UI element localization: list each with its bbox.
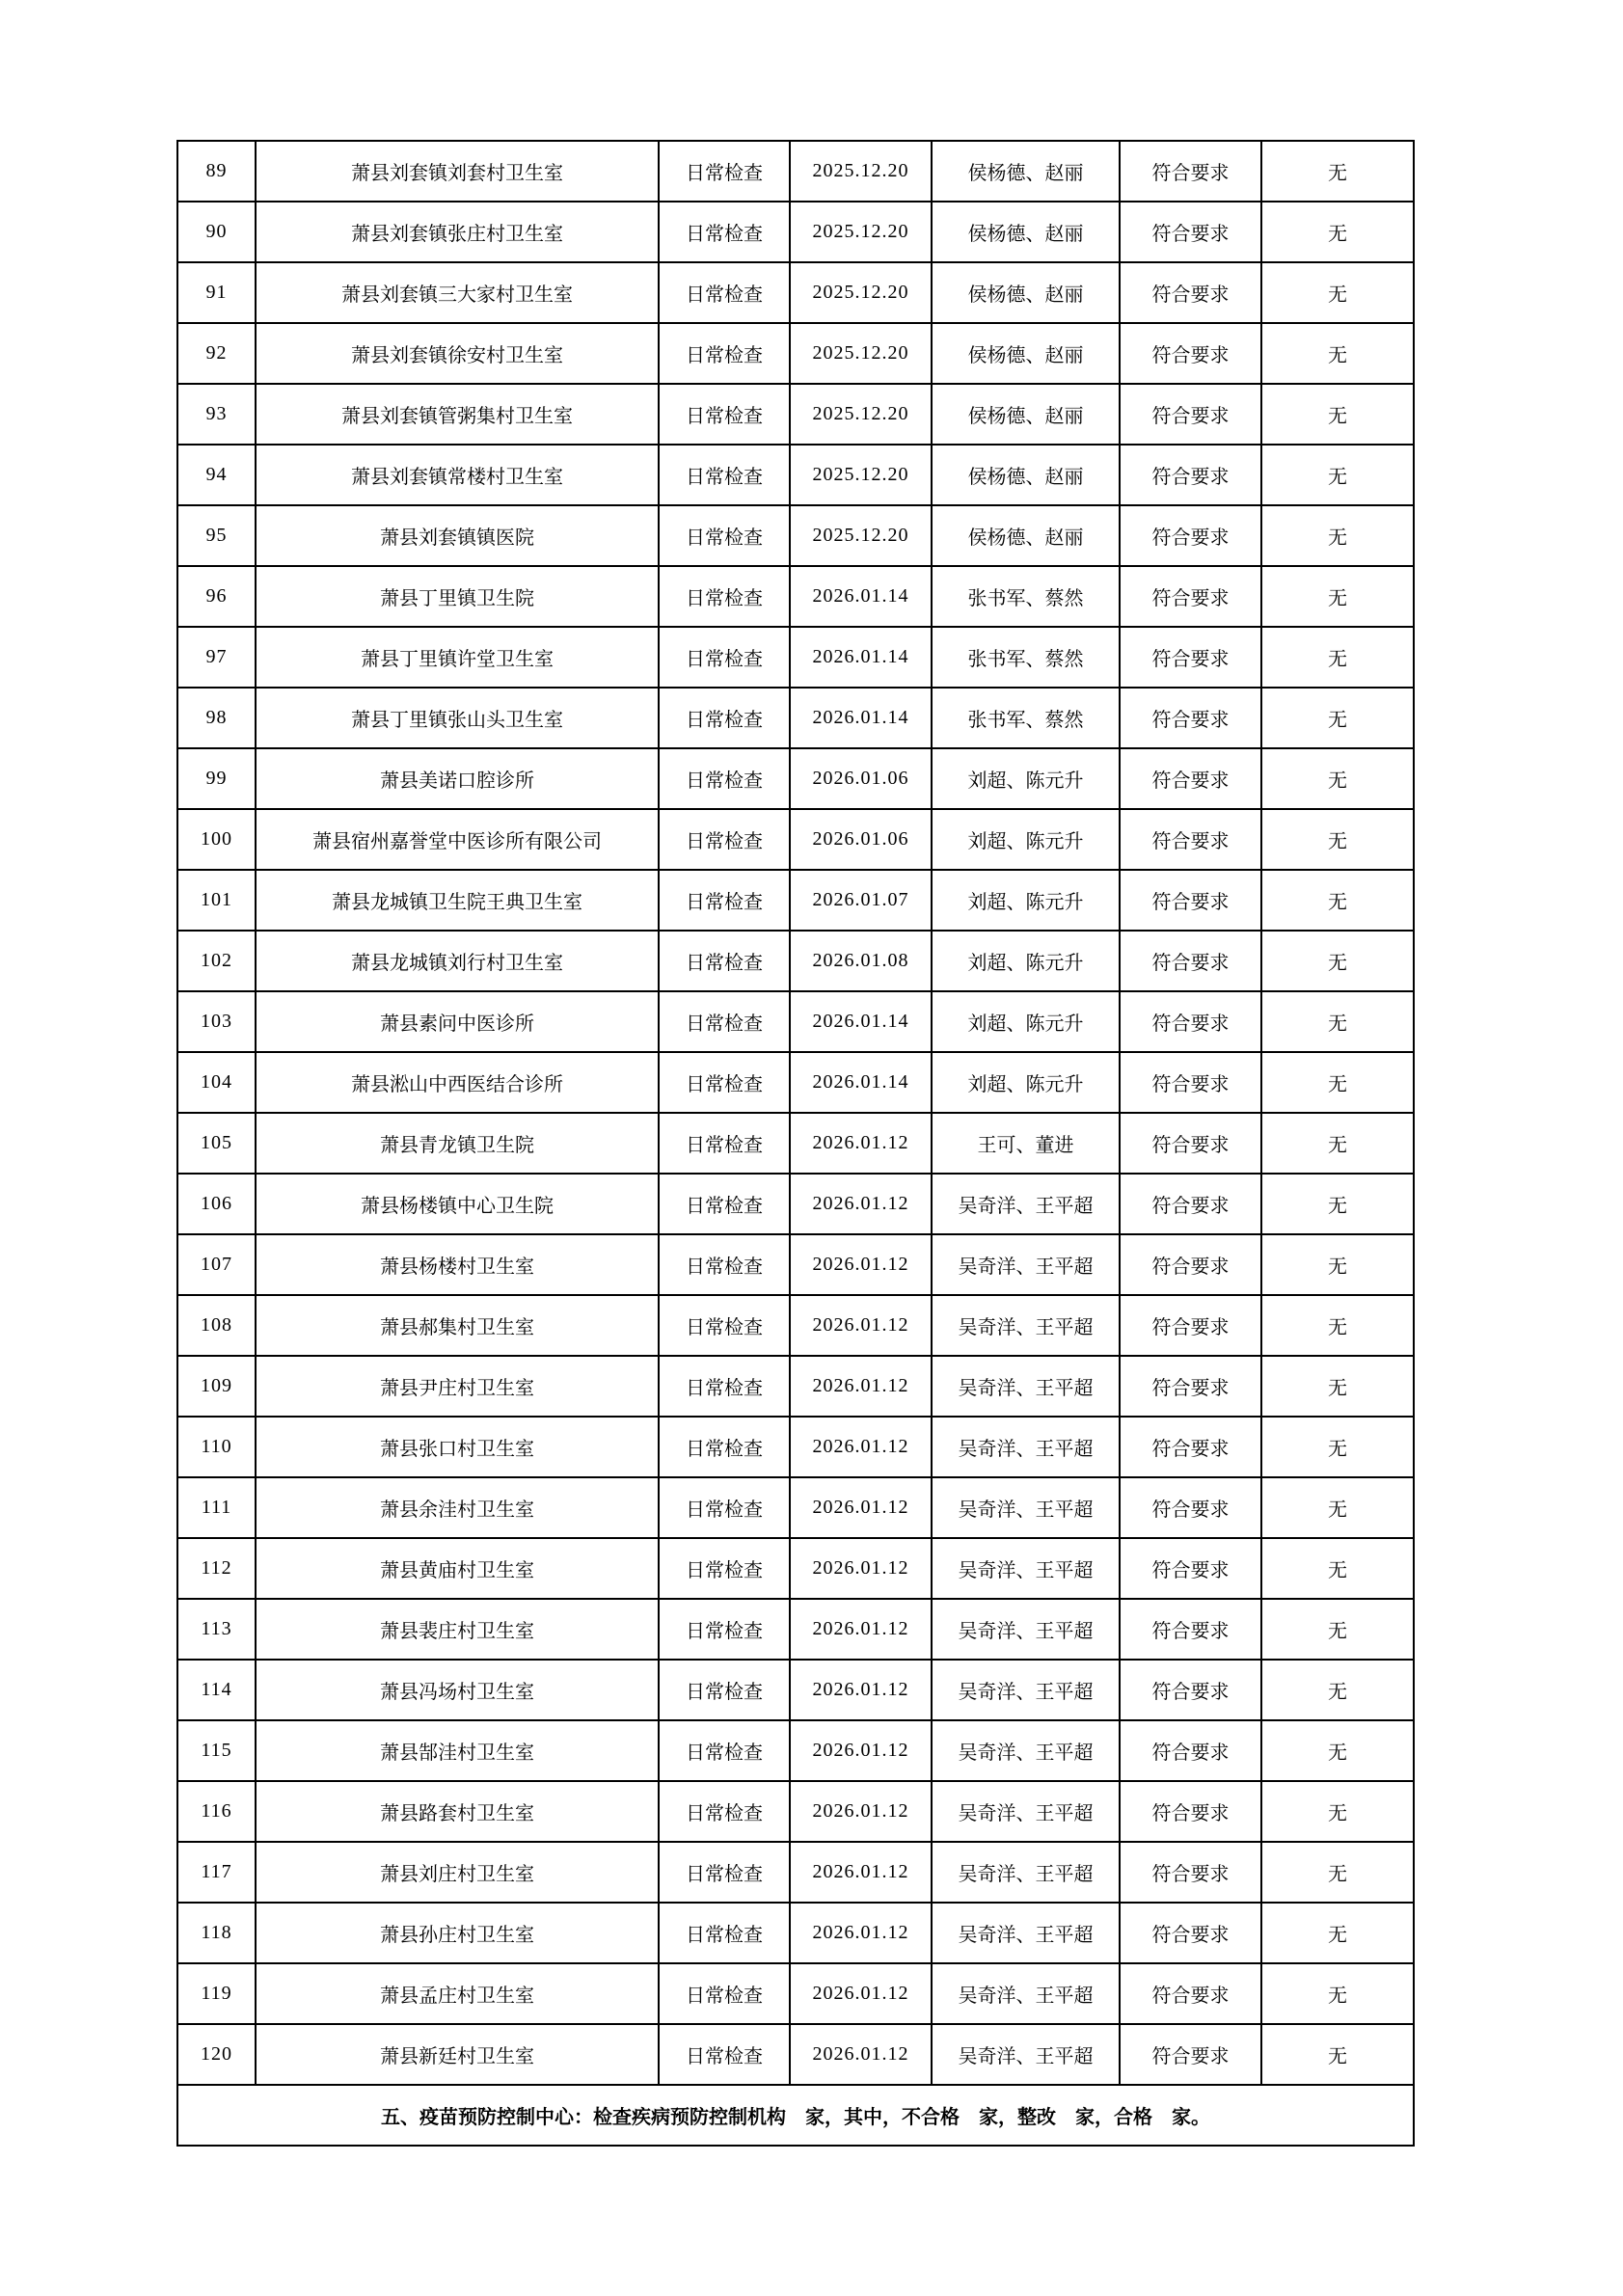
remark-cell: 无 [1261,627,1414,688]
row-number-cell: 119 [177,1963,256,2024]
remark-cell: 无 [1261,1174,1414,1234]
row-number-cell: 92 [177,323,256,384]
facility-name-cell: 萧县孟庄村卫生室 [256,1963,659,2024]
table-row [177,1234,1414,1295]
row-number-cell: 97 [177,627,256,688]
row-number-cell: 94 [177,445,256,505]
row-number-cell: 89 [177,141,256,202]
table-row [177,2024,1414,2085]
remark-cell: 无 [1261,566,1414,627]
table-row [177,1903,1414,1963]
remark-cell: 无 [1261,1417,1414,1477]
result-cell: 符合要求 [1120,1538,1261,1599]
table-row [177,566,1414,627]
table-row [177,1781,1414,1842]
result-cell: 符合要求 [1120,566,1261,627]
facility-name-cell: 萧县宿州嘉誉堂中医诊所有限公司 [256,809,659,870]
check-date-cell: 2025.12.20 [790,262,932,323]
inspectors-cell: 吴奇洋、王平超 [932,1174,1120,1234]
inspectors-cell: 侯杨德、赵丽 [932,262,1120,323]
inspectors-cell: 刘超、陈元升 [932,870,1120,931]
check-type-cell: 日常检查 [659,1113,790,1174]
row-number-cell: 103 [177,991,256,1052]
row-number-cell: 96 [177,566,256,627]
facility-name-cell: 萧县新廷村卫生室 [256,2024,659,2085]
check-type-cell: 日常检查 [659,1174,790,1234]
facility-name-cell: 萧县青龙镇卫生院 [256,1113,659,1174]
inspectors-cell: 吴奇洋、王平超 [932,1660,1120,1720]
facility-name-cell: 萧县龙城镇刘行村卫生室 [256,931,659,991]
check-date-cell: 2026.01.12 [790,1720,932,1781]
check-type-cell: 日常检查 [659,1963,790,2024]
result-cell: 符合要求 [1120,748,1261,809]
result-cell: 符合要求 [1120,1174,1261,1234]
inspectors-cell: 吴奇洋、王平超 [932,1538,1120,1599]
table-row [177,991,1414,1052]
table-row [177,202,1414,262]
inspectors-cell: 吴奇洋、王平超 [932,2024,1120,2085]
check-date-cell: 2026.01.12 [790,1842,932,1903]
check-type-cell: 日常检查 [659,445,790,505]
facility-name-cell: 萧县余洼村卫生室 [256,1477,659,1538]
check-type-cell: 日常检查 [659,870,790,931]
result-cell: 符合要求 [1120,1660,1261,1720]
table-row [177,1295,1414,1356]
facility-name-cell: 萧县郜洼村卫生室 [256,1720,659,1781]
inspectors-cell: 刘超、陈元升 [932,809,1120,870]
remark-cell: 无 [1261,1295,1414,1356]
row-number-cell: 99 [177,748,256,809]
facility-name-cell: 萧县刘套镇常楼村卫生室 [256,445,659,505]
result-cell: 符合要求 [1120,688,1261,748]
remark-cell: 无 [1261,1903,1414,1963]
table-row [177,1113,1414,1174]
inspection-table [176,140,1415,2147]
inspectors-cell: 吴奇洋、王平超 [932,1781,1120,1842]
check-type-cell: 日常检查 [659,1599,790,1660]
result-cell: 符合要求 [1120,1234,1261,1295]
inspectors-cell: 吴奇洋、王平超 [932,1720,1120,1781]
remark-cell: 无 [1261,1477,1414,1538]
table-row [177,141,1414,202]
inspectors-cell: 吴奇洋、王平超 [932,1234,1120,1295]
table-row [177,445,1414,505]
table-row [177,384,1414,445]
check-date-cell: 2026.01.06 [790,748,932,809]
row-number-cell: 90 [177,202,256,262]
result-cell: 符合要求 [1120,384,1261,445]
check-date-cell: 2026.01.12 [790,1538,932,1599]
result-cell: 符合要求 [1120,1477,1261,1538]
table-row [177,1599,1414,1660]
result-cell: 符合要求 [1120,991,1261,1052]
check-type-cell: 日常检查 [659,748,790,809]
inspectors-cell: 吴奇洋、王平超 [932,1842,1120,1903]
facility-name-cell: 萧县刘套镇徐安村卫生室 [256,323,659,384]
remark-cell: 无 [1261,1052,1414,1113]
row-number-cell: 114 [177,1660,256,1720]
section-note: 五、疫苗预防控制中心：检查疾病预防控制机构 家，其中，不合格 家，整改 家，合格 家。 [177,2085,1414,2146]
result-cell: 符合要求 [1120,1599,1261,1660]
check-type-cell: 日常检查 [659,1234,790,1295]
remark-cell: 无 [1261,809,1414,870]
facility-name-cell: 萧县刘套镇管粥集村卫生室 [256,384,659,445]
facility-name-cell: 萧县刘套镇镇医院 [256,505,659,566]
facility-name-cell: 萧县美诺口腔诊所 [256,748,659,809]
remark-cell: 无 [1261,1113,1414,1174]
row-number-cell: 112 [177,1538,256,1599]
result-cell: 符合要求 [1120,1113,1261,1174]
check-date-cell: 2026.01.12 [790,1903,932,1963]
check-type-cell: 日常检查 [659,2024,790,2085]
check-date-cell: 2026.01.14 [790,688,932,748]
remark-cell: 无 [1261,1720,1414,1781]
table-body [177,141,1414,2085]
table-row [177,1842,1414,1903]
row-number-cell: 108 [177,1295,256,1356]
check-type-cell: 日常检查 [659,991,790,1052]
table-row [177,1174,1414,1234]
facility-name-cell: 萧县张口村卫生室 [256,1417,659,1477]
table-row [177,1477,1414,1538]
check-date-cell: 2026.01.12 [790,1963,932,2024]
facility-name-cell: 萧县郝集村卫生室 [256,1295,659,1356]
remark-cell: 无 [1261,262,1414,323]
result-cell: 符合要求 [1120,505,1261,566]
table-row [177,627,1414,688]
inspectors-cell: 侯杨德、赵丽 [932,202,1120,262]
inspectors-cell: 刘超、陈元升 [932,1052,1120,1113]
remark-cell: 无 [1261,1963,1414,2024]
check-date-cell: 2026.01.12 [790,1599,932,1660]
facility-name-cell: 萧县丁里镇卫生院 [256,566,659,627]
check-type-cell: 日常检查 [659,1477,790,1538]
result-cell: 符合要求 [1120,931,1261,991]
check-date-cell: 2026.01.14 [790,1052,932,1113]
table-row [177,262,1414,323]
result-cell: 符合要求 [1120,1903,1261,1963]
check-type-cell: 日常检查 [659,1720,790,1781]
result-cell: 符合要求 [1120,323,1261,384]
check-type-cell: 日常检查 [659,566,790,627]
check-type-cell: 日常检查 [659,1781,790,1842]
check-type-cell: 日常检查 [659,262,790,323]
facility-name-cell: 萧县刘套镇三大家村卫生室 [256,262,659,323]
row-number-cell: 91 [177,262,256,323]
check-date-cell: 2026.01.06 [790,809,932,870]
remark-cell: 无 [1261,1660,1414,1720]
check-type-cell: 日常检查 [659,505,790,566]
facility-name-cell: 萧县黄庙村卫生室 [256,1538,659,1599]
check-date-cell: 2025.12.20 [790,323,932,384]
remark-cell: 无 [1261,323,1414,384]
table-footer [177,2085,1414,2146]
check-type-cell: 日常检查 [659,1417,790,1477]
row-number-cell: 102 [177,931,256,991]
row-number-cell: 120 [177,2024,256,2085]
remark-cell: 无 [1261,1599,1414,1660]
check-date-cell: 2026.01.14 [790,566,932,627]
inspectors-cell: 侯杨德、赵丽 [932,384,1120,445]
inspectors-cell: 刘超、陈元升 [932,991,1120,1052]
check-date-cell: 2026.01.14 [790,627,932,688]
check-date-cell: 2026.01.07 [790,870,932,931]
result-cell: 符合要求 [1120,2024,1261,2085]
check-date-cell: 2026.01.12 [790,1477,932,1538]
row-number-cell: 111 [177,1477,256,1538]
row-number-cell: 116 [177,1781,256,1842]
inspectors-cell: 吴奇洋、王平超 [932,1963,1120,2024]
result-cell: 符合要求 [1120,1052,1261,1113]
result-cell: 符合要求 [1120,445,1261,505]
facility-name-cell: 萧县裴庄村卫生室 [256,1599,659,1660]
inspectors-cell: 侯杨德、赵丽 [932,141,1120,202]
remark-cell: 无 [1261,991,1414,1052]
check-date-cell: 2026.01.12 [790,1234,932,1295]
table-row [177,688,1414,748]
inspectors-cell: 刘超、陈元升 [932,748,1120,809]
check-type-cell: 日常检查 [659,141,790,202]
inspectors-cell: 吴奇洋、王平超 [932,1477,1120,1538]
table-row [177,870,1414,931]
result-cell: 符合要求 [1120,141,1261,202]
table-row [177,1660,1414,1720]
remark-cell: 无 [1261,1781,1414,1842]
check-date-cell: 2025.12.20 [790,445,932,505]
inspectors-cell: 刘超、陈元升 [932,931,1120,991]
inspectors-cell: 吴奇洋、王平超 [932,1417,1120,1477]
check-type-cell: 日常检查 [659,1842,790,1903]
check-type-cell: 日常检查 [659,1295,790,1356]
inspectors-cell: 侯杨德、赵丽 [932,505,1120,566]
row-number-cell: 100 [177,809,256,870]
check-date-cell: 2025.12.20 [790,384,932,445]
table-row [177,1963,1414,2024]
facility-name-cell: 萧县路套村卫生室 [256,1781,659,1842]
inspectors-cell: 侯杨德、赵丽 [932,445,1120,505]
inspectors-cell: 吴奇洋、王平超 [932,1599,1120,1660]
inspectors-cell: 张书军、蔡然 [932,688,1120,748]
row-number-cell: 117 [177,1842,256,1903]
remark-cell: 无 [1261,1234,1414,1295]
remark-cell: 无 [1261,1356,1414,1417]
facility-name-cell: 萧县杨楼村卫生室 [256,1234,659,1295]
check-date-cell: 2026.01.12 [790,1781,932,1842]
facility-name-cell: 萧县刘套镇刘套村卫生室 [256,141,659,202]
row-number-cell: 110 [177,1417,256,1477]
table-row [177,809,1414,870]
facility-name-cell: 萧县刘庄村卫生室 [256,1842,659,1903]
inspectors-cell: 吴奇洋、王平超 [932,1295,1120,1356]
check-date-cell: 2025.12.20 [790,202,932,262]
remark-cell: 无 [1261,445,1414,505]
row-number-cell: 115 [177,1720,256,1781]
check-date-cell: 2026.01.12 [790,1295,932,1356]
result-cell: 符合要求 [1120,627,1261,688]
inspectors-cell: 张书军、蔡然 [932,566,1120,627]
check-date-cell: 2026.01.12 [790,1356,932,1417]
result-cell: 符合要求 [1120,1356,1261,1417]
table-row [177,748,1414,809]
remark-cell: 无 [1261,870,1414,931]
inspectors-cell: 张书军、蔡然 [932,627,1120,688]
check-type-cell: 日常检查 [659,688,790,748]
row-number-cell: 109 [177,1356,256,1417]
remark-cell: 无 [1261,384,1414,445]
check-date-cell: 2026.01.12 [790,1417,932,1477]
row-number-cell: 93 [177,384,256,445]
check-type-cell: 日常检查 [659,323,790,384]
table-row [177,1052,1414,1113]
check-type-cell: 日常检查 [659,384,790,445]
remark-cell: 无 [1261,931,1414,991]
remark-cell: 无 [1261,2024,1414,2085]
result-cell: 符合要求 [1120,1842,1261,1903]
check-type-cell: 日常检查 [659,809,790,870]
check-type-cell: 日常检查 [659,1538,790,1599]
check-type-cell: 日常检查 [659,1903,790,1963]
facility-name-cell: 萧县丁里镇许堂卫生室 [256,627,659,688]
row-number-cell: 104 [177,1052,256,1113]
facility-name-cell: 萧县杨楼镇中心卫生院 [256,1174,659,1234]
facility-name-cell: 萧县龙城镇卫生院王典卫生室 [256,870,659,931]
facility-name-cell: 萧县淞山中西医结合诊所 [256,1052,659,1113]
row-number-cell: 101 [177,870,256,931]
remark-cell: 无 [1261,202,1414,262]
facility-name-cell: 萧县孙庄村卫生室 [256,1903,659,1963]
row-number-cell: 106 [177,1174,256,1234]
check-type-cell: 日常检查 [659,931,790,991]
check-type-cell: 日常检查 [659,1660,790,1720]
note-row [177,2085,1414,2146]
check-date-cell: 2026.01.08 [790,931,932,991]
remark-cell: 无 [1261,141,1414,202]
check-date-cell: 2026.01.14 [790,991,932,1052]
result-cell: 符合要求 [1120,870,1261,931]
check-date-cell: 2026.01.12 [790,1113,932,1174]
table-row [177,505,1414,566]
row-number-cell: 118 [177,1903,256,1963]
result-cell: 符合要求 [1120,1781,1261,1842]
table-row [177,931,1414,991]
row-number-cell: 95 [177,505,256,566]
facility-name-cell: 萧县刘套镇张庄村卫生室 [256,202,659,262]
inspectors-cell: 侯杨德、赵丽 [932,323,1120,384]
check-date-cell: 2025.12.20 [790,505,932,566]
remark-cell: 无 [1261,688,1414,748]
result-cell: 符合要求 [1120,1417,1261,1477]
row-number-cell: 105 [177,1113,256,1174]
remark-cell: 无 [1261,748,1414,809]
check-type-cell: 日常检查 [659,202,790,262]
facility-name-cell: 萧县冯场村卫生室 [256,1660,659,1720]
row-number-cell: 113 [177,1599,256,1660]
table-row [177,323,1414,384]
check-date-cell: 2025.12.20 [790,141,932,202]
check-date-cell: 2026.01.12 [790,1660,932,1720]
result-cell: 符合要求 [1120,1295,1261,1356]
inspectors-cell: 吴奇洋、王平超 [932,1903,1120,1963]
table-row [177,1720,1414,1781]
result-cell: 符合要求 [1120,1963,1261,2024]
remark-cell: 无 [1261,1538,1414,1599]
table-row [177,1356,1414,1417]
facility-name-cell: 萧县尹庄村卫生室 [256,1356,659,1417]
result-cell: 符合要求 [1120,202,1261,262]
result-cell: 符合要求 [1120,1720,1261,1781]
check-type-cell: 日常检查 [659,1356,790,1417]
result-cell: 符合要求 [1120,262,1261,323]
row-number-cell: 98 [177,688,256,748]
check-type-cell: 日常检查 [659,627,790,688]
inspectors-cell: 吴奇洋、王平超 [932,1356,1120,1417]
remark-cell: 无 [1261,505,1414,566]
inspectors-cell: 王可、董进 [932,1113,1120,1174]
facility-name-cell: 萧县丁里镇张山头卫生室 [256,688,659,748]
table-row [177,1538,1414,1599]
check-date-cell: 2026.01.12 [790,2024,932,2085]
check-type-cell: 日常检查 [659,1052,790,1113]
table-row [177,1417,1414,1477]
row-number-cell: 107 [177,1234,256,1295]
result-cell: 符合要求 [1120,809,1261,870]
facility-name-cell: 萧县素问中医诊所 [256,991,659,1052]
check-date-cell: 2026.01.12 [790,1174,932,1234]
remark-cell: 无 [1261,1842,1414,1903]
